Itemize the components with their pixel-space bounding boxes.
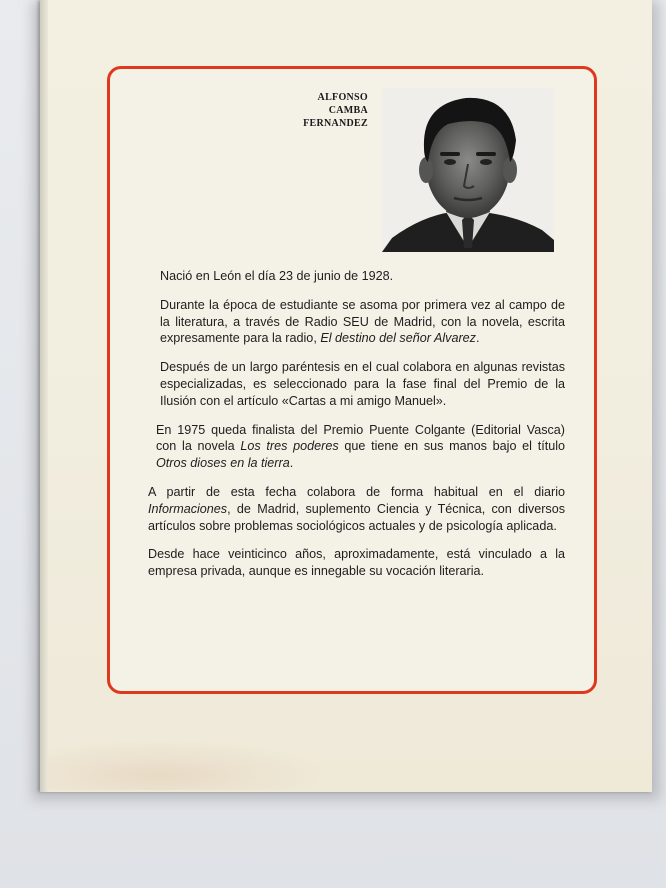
- novel-title-tres-poderes: Los tres poderes: [240, 439, 339, 454]
- bio-text-finalist-end: .: [289, 456, 294, 471]
- bio-text-birth: Nació en León el día 23 de junio de 1928.: [160, 269, 394, 283]
- novel-title-otros-dioses: Otros dioses en la tierra: [156, 456, 290, 471]
- bio-paragraph-informaciones: [148, 484, 565, 534]
- bio-paragraph-finalist: [156, 422, 565, 472]
- author-last-name: FERNANDEZ: [303, 118, 368, 129]
- newspaper-title-informaciones: Informaciones: [148, 501, 228, 516]
- bio-paragraph-student: [160, 297, 565, 347]
- bio-paragraph-birth: [160, 268, 565, 285]
- author-name: [268, 91, 368, 130]
- bio-text-career: Desde hace veinticinco años, aproximadamente, está vinculado a la empresa privada, aunque es innegable su vocación literaria.: [148, 547, 565, 579]
- bio-text-student-end: .: [475, 331, 480, 346]
- bio-paragraph-prize: [160, 359, 565, 409]
- author-biography: [148, 268, 565, 592]
- author-middle-name: CAMBA: [328, 105, 368, 116]
- author-first-name: ALFONSO: [317, 92, 368, 103]
- bio-paragraph-career: [148, 546, 565, 580]
- bio-text-finalist: En 1975 queda finalista del Premio Puente Colgante (Editorial Vasca) con la novela: [156, 422, 565, 454]
- book-spine-edge: [40, 0, 48, 792]
- bio-text-prize: Después de un largo paréntesis en el cual colabora en algunas revistas especializadas, es seleccionado para la fase final del Premio de la Ilusión con el artículo «Cartas a mi amigo Manuel».: [160, 360, 565, 408]
- paper-stain: [48, 740, 328, 790]
- bio-text-informaciones: A partir de esta fecha colabora de forma habitual en el diario: [148, 484, 565, 499]
- author-portrait-image: [382, 88, 554, 252]
- bio-text-finalist-mid: que tiene en sus manos bajo el título: [338, 439, 565, 454]
- author-photo: [382, 88, 554, 252]
- bio-text-informaciones-end: , de Madrid, suplemento Ciencia y Técnica, con diversos artículos sobre problemas sociológicos actuales y de psicología aplicada.: [148, 501, 565, 533]
- novel-title-destino: El destino del señor Alvarez: [320, 331, 476, 346]
- bio-text-student: Durante la época de estudiante se asoma por primera vez al campo de la literatura, a través de Radio SEU de Madrid, con la novela, escrita expresamente para la radio,: [160, 297, 565, 346]
